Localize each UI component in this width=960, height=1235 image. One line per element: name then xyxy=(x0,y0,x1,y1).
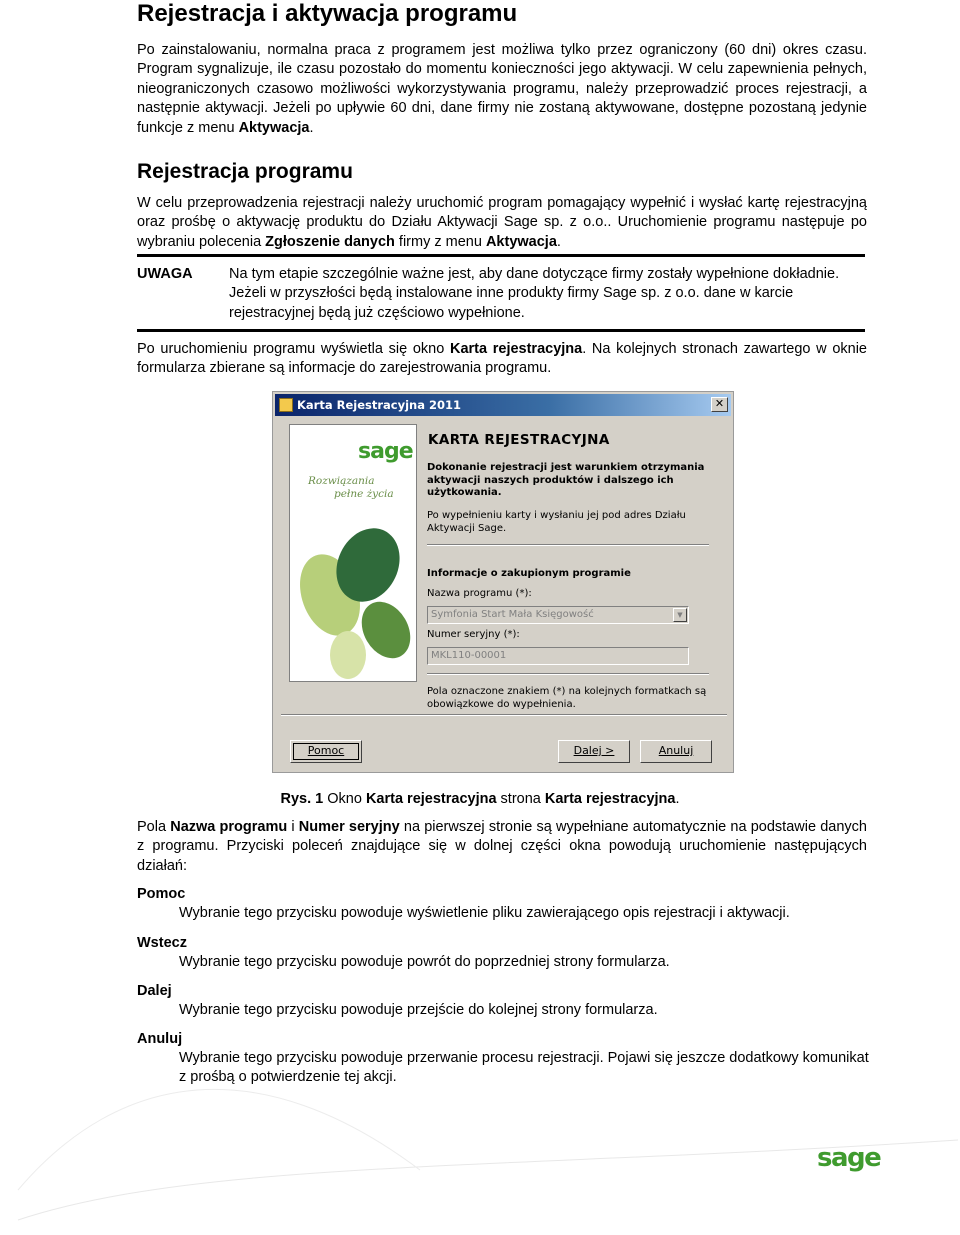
caption-prefix: Rys. 1 xyxy=(280,791,324,807)
definition-desc-wstecz: Wybranie tego przycisku powoduje powrót do poprzedniej strony formularza. xyxy=(179,954,670,970)
caption-text-end: . xyxy=(675,791,680,807)
fields-bold-nazwa: Nazwa programu xyxy=(170,819,288,835)
definition-term-wstecz: Wstecz xyxy=(137,935,187,951)
dialog-title: Karta Rejestracyjna 2011 xyxy=(297,398,461,412)
close-icon[interactable]: ✕ xyxy=(711,397,728,412)
definition-desc-pomoc: Wybranie tego przycisku powoduje wyświetlenie pliku zawierającego opis rejestracji i aktywacji. xyxy=(179,905,790,921)
note-label: UWAGA xyxy=(137,266,193,282)
chevron-down-icon[interactable]: ▼ xyxy=(673,608,687,622)
app-icon xyxy=(279,398,293,412)
window-text-end: . Na kolejnych stronach zawartego w oknie formularza zbierane są informacje do zarejestrowania programu. xyxy=(137,341,867,377)
definition-term-pomoc: Pomoc xyxy=(137,886,186,902)
intro-bold-aktywacja: Aktywacja xyxy=(238,119,310,136)
brand-panel xyxy=(289,424,417,682)
figure-caption xyxy=(0,790,960,809)
form-info: Po wypełnieniu karty i wysłaniu jej pod adres Działu Aktywacji Sage. xyxy=(427,510,686,534)
program-name-select[interactable] xyxy=(427,606,689,624)
definition-term-dalej: Dalej xyxy=(137,983,172,999)
fields-bold-numer: Numer seryjny xyxy=(298,819,400,835)
tagline-line-1: Rozwiązania xyxy=(308,475,375,487)
note-text: Na tym etapie szczególnie ważne jest, aby dane dotyczące firmy zostały wypełnione dokładnie. Jeżeli w przyszłości będą instalowane inne produkty firmy Sage sp. z o.o. dane w karcie rejestracyjnej będą już częściowo wypełnione. xyxy=(229,266,840,321)
section-heading: Rejestracja programu xyxy=(137,160,353,183)
cancel-button[interactable]: Anuluj xyxy=(640,740,712,763)
fields-paragraph xyxy=(137,818,867,876)
fields-text-end: na pierwszej stronie są wypełniane automatycznie na podstawie danych z programu. Przyciski poleceń znajdujące się w dolnej części okna powodują uruchomienie następujących działań: xyxy=(137,819,867,874)
reg-text-end: . xyxy=(556,233,561,250)
fields-text: Pola xyxy=(137,819,171,835)
form-header: KARTA REJESTRACYJNA xyxy=(428,432,610,448)
serial-number-field[interactable]: MKL110-00001 xyxy=(427,647,689,665)
caption-bold-2: Karta rejestracyjna xyxy=(544,791,676,807)
reg-bold-zgloszenie: Zgłoszenie danych xyxy=(265,233,395,250)
serial-number-label: Numer seryjny (*): xyxy=(427,629,520,640)
sage-logo: sage xyxy=(358,439,413,464)
note-top-rule xyxy=(137,254,865,257)
form-separator-2 xyxy=(427,673,709,675)
form-footnote: Pola oznaczone znakiem (*) na kolejnych formatkach są obowiązkowe do wypełnienia. xyxy=(427,686,707,710)
program-name-value: Symfonia Start Mała Księgowość xyxy=(431,609,594,620)
registration-paragraph xyxy=(137,194,867,252)
help-button[interactable]: Pomoc xyxy=(290,740,362,763)
intro-text: Po zainstalowaniu, normalna praca z programem jest możliwa tylko przez ograniczony (60 dni) okres czasu. Program sygnalizuje, ile czasu pozostało do momentu konieczności jego aktywacji. W celu zapewnienia pełnych, nieograniczonych czasowo możliwości wykorzystywania programu, należy przeprowadzić proces rejestracji, a następnie aktywacji. Jeżeli po upływie 60 dni, dane firmy nie zostaną aktywowane, dostępne pozostaną jedynie funkcje z menu xyxy=(137,42,867,136)
reg-bold-aktywacja: Aktywacja xyxy=(485,233,557,250)
form-intro-bold: Dokonanie rejestracji jest warunkiem otrzymania aktywacji naszych produktów i dalszego ich użytkowania. xyxy=(427,462,705,498)
tagline-line-2: pełne życia xyxy=(334,488,394,500)
caption-text-2: strona xyxy=(496,791,545,807)
definition-term-anuluj: Anuluj xyxy=(137,1031,183,1047)
note-bottom-rule xyxy=(137,329,865,332)
footer-sage-logo: sage xyxy=(817,1143,881,1173)
window-bold-karta: Karta rejestracyjna xyxy=(449,341,583,357)
program-name-label: Nazwa programu (*): xyxy=(427,588,532,599)
fields-text-2: i xyxy=(287,819,299,835)
reg-text: W celu przeprowadzenia rejestracji należy uruchomić program pomagający wypełnić i wysłać kartę rejestracyjną oraz prośbę o aktywację produktu do Działu Aktywacji Sage sp. z o.o.. Uruchomienie programu następuje po wybraniu polecenia xyxy=(137,195,867,250)
next-button[interactable]: Dalej > xyxy=(558,740,630,763)
definition-desc-dalej: Wybranie tego przycisku powoduje przejście do kolejnej strony formularza. xyxy=(179,1002,658,1018)
intro-text-end: . xyxy=(309,119,314,136)
caption-bold-1: Karta rejestracyjna xyxy=(365,791,497,807)
intro-paragraph xyxy=(137,41,867,138)
window-paragraph xyxy=(137,340,867,379)
caption-text: Okno xyxy=(323,791,366,807)
window-text: Po uruchomieniu programu wyświetla się okno xyxy=(137,341,450,357)
page-title: Rejestracja i aktywacja programu xyxy=(137,0,518,27)
dialog-screenshot xyxy=(272,391,734,773)
dialog-content xyxy=(419,424,725,682)
dialog-footer-separator xyxy=(281,714,727,716)
dialog-titlebar xyxy=(275,394,731,416)
form-section-title: Informacje o zakupionym programie xyxy=(427,568,631,579)
reg-text-2: firmy z menu xyxy=(394,233,486,250)
decorative-swoosh xyxy=(0,1010,960,1235)
form-separator xyxy=(427,544,709,546)
definition-desc-anuluj: Wybranie tego przycisku powoduje przerwanie procesu rejestracji. Pojawi się jeszcze dodatkowy komunikat z prośbą o potwierdzenie tej akcji. xyxy=(179,1050,869,1086)
